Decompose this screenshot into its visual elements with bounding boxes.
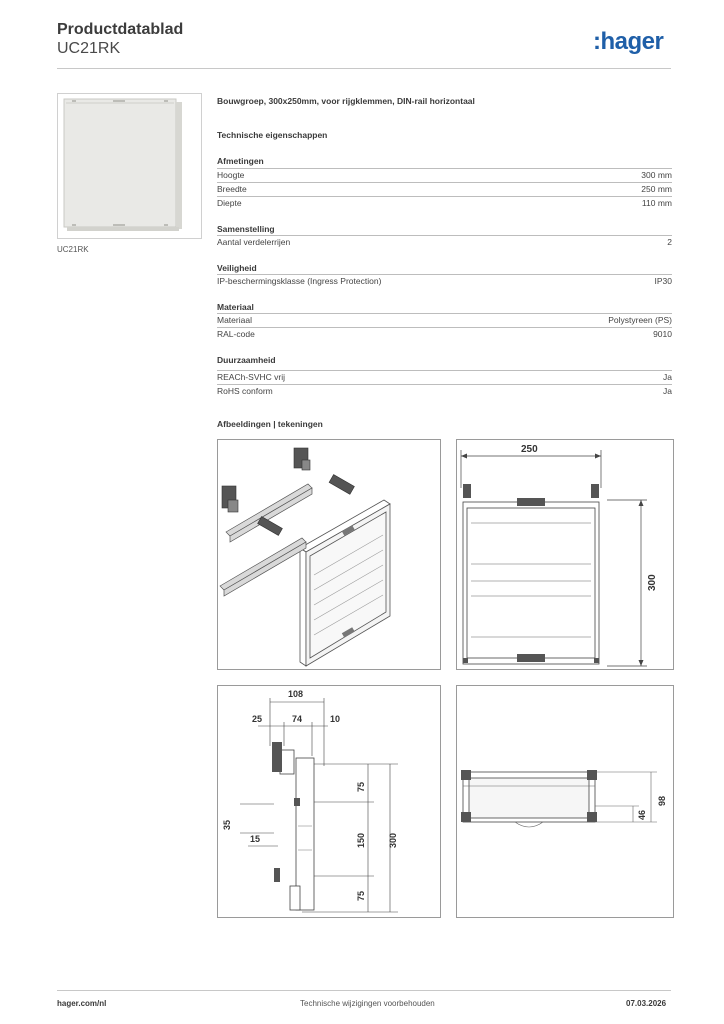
spec-row [217,235,672,250]
spec-label: Diepte [217,198,242,208]
group-title-afmetingen: Afmetingen [217,156,264,166]
hager-logo: :hager [593,28,664,55]
dim-10: 10 [330,714,341,724]
spec-row [217,384,672,399]
spec-label: RAL-code [217,329,255,339]
dim-75-top: 75 [356,781,366,792]
drawing-top-view [456,685,674,918]
dim-300: 300 [388,832,398,848]
spec-value: 250 mm [641,184,672,194]
group-title-duurzaamheid: Duurzaamheid [217,355,276,365]
page-title: Productdatablad [57,21,184,38]
spec-row [217,182,672,197]
spec-label: REACh-SVHC vrij [217,372,286,382]
spec-row [217,274,672,289]
group-title-samenstelling: Samenstelling [217,224,275,234]
footer-divider [57,990,671,991]
dim-150: 150 [356,832,366,848]
drawing-exploded-view [217,439,441,670]
spec-value: 300 mm [641,170,672,180]
header-divider [57,68,671,69]
spec-value: 110 mm [641,198,672,208]
spec-row [217,168,672,183]
spec-value: Polystyreen (PS) [608,315,672,325]
group-title-materiaal: Materiaal [217,302,254,312]
spec-value: 2 [667,237,672,247]
spec-label: RoHS conform [217,386,273,396]
dim-108: 108 [288,689,304,699]
spec-value: IP30 [654,276,672,286]
dim-height-label: 300 [647,574,658,591]
dim-46: 46 [637,809,647,820]
dim-98: 98 [657,795,667,806]
group-title-veiligheid: Veiligheid [217,263,257,273]
spec-value: Ja [663,386,672,396]
spec-label: Aantal verdelerrijen [217,237,291,247]
spec-row [217,327,672,342]
dim-74: 74 [292,714,303,724]
product-code: UC21RK [57,40,121,57]
spec-label: Breedte [217,184,247,194]
footer-disclaimer: Technische wijzigingen voorbehouden [300,999,435,1008]
footer-website-link[interactable]: hager.com/nl [57,999,107,1008]
images-heading: Afbeeldingen | tekeningen [217,419,323,429]
dim-75-bottom: 75 [356,890,366,901]
spec-value: 9010 [653,329,672,339]
spec-label: IP-beschermingsklasse (Ingress Protection) [217,276,382,286]
footer-date: 07.03.2026 [626,999,667,1008]
tech-properties-heading: Technische eigenschappen [217,130,328,140]
spec-label: Hoogte [217,170,245,180]
spec-row [217,313,672,328]
dim-15: 15 [250,834,261,844]
dim-35: 35 [222,819,232,830]
spec-row [217,196,672,211]
spec-row [217,370,672,385]
product-image [57,93,202,239]
spec-value: Ja [663,372,672,382]
dim-25: 25 [252,714,263,724]
drawing-front-view [456,439,674,670]
drawing-side-view [217,685,441,918]
product-description: Bouwgroep, 300x250mm, voor rijgklemmen, DIN-rail horizontaal [217,96,475,106]
spec-label: Materiaal [217,315,252,325]
dim-width-label: 250 [521,444,538,455]
product-image-caption: UC21RK [57,245,89,254]
